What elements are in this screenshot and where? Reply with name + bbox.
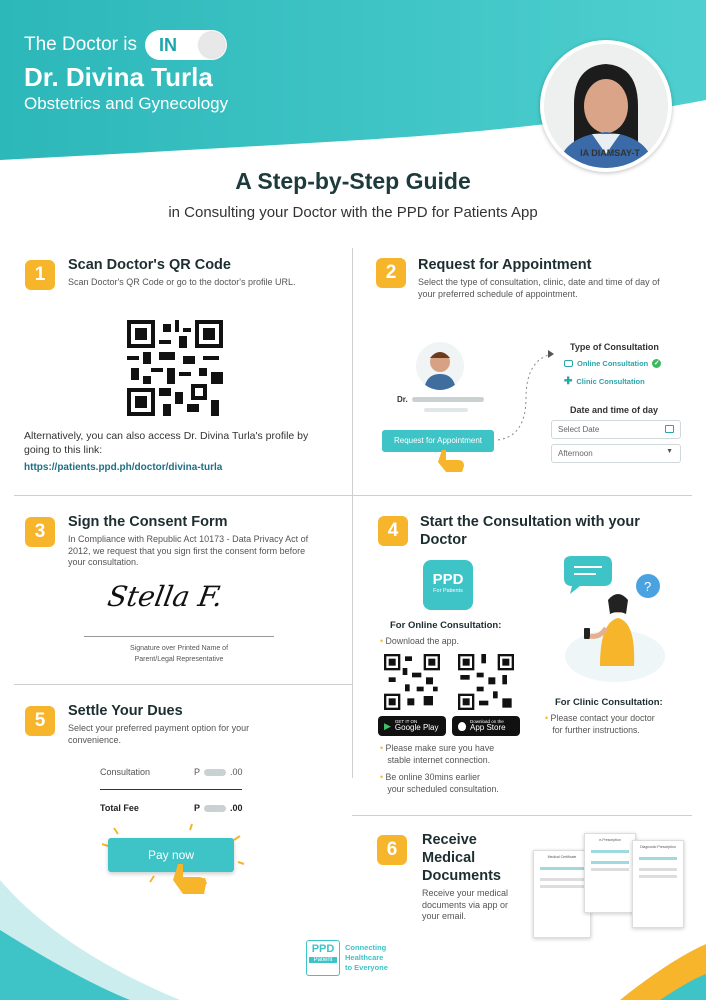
apple-icon	[458, 722, 466, 731]
chat-icon	[564, 360, 573, 367]
option-online-consultation[interactable]: Online Consultation ✓	[564, 359, 661, 368]
medical-certificate-doc: Medical Certificate	[533, 850, 591, 938]
step-3-title: Sign the Consent Form	[68, 514, 228, 530]
step-1-desc: Scan Doctor's QR Code or go to the doctor's profile URL.	[68, 277, 296, 287]
consultation-type-heading: Type of Consultation	[570, 342, 659, 352]
chevron-down-icon: ▼	[666, 448, 673, 455]
doctor-avatar	[416, 342, 464, 390]
online-bullet-3: • Be online 30mins earlier your scheduled consultation.	[380, 772, 499, 794]
doctor-name-placeholder	[412, 397, 484, 402]
step-6-title-line-1: Receive	[422, 832, 477, 848]
toggle-knob	[199, 32, 225, 58]
diagnostic-prescription-doc: Diagnostic Prescription	[632, 840, 684, 928]
step-2-number: 2	[376, 258, 406, 288]
fee-divider	[100, 789, 242, 790]
step-1-title: Scan Doctor's QR Code	[68, 257, 231, 273]
clinic-bullet-1: • Please contact your doctor for further instructions.	[545, 713, 655, 735]
bottom-wave-decoration	[0, 840, 706, 1000]
step-4-title-line-1: Start the Consultation with your	[420, 514, 640, 530]
row-divider-2	[14, 684, 352, 685]
signature-caption-1: Signature over Printed Name of	[129, 645, 229, 652]
step-4-number: 4	[378, 516, 408, 546]
step-1-number: 1	[25, 260, 55, 290]
status-prefix: The Doctor is	[24, 34, 137, 55]
hand-pointer-icon	[436, 448, 468, 474]
medical-cross-icon: ✚	[564, 376, 573, 387]
step-5-title: Settle Your Dues	[68, 703, 183, 719]
clinic-consultation-heading: For Clinic Consultation:	[555, 697, 663, 708]
step-3-desc: In Compliance with Republic Act 10173 - Data Privacy Act of 2012, we request that you sign first the consent form before your consultation.	[68, 534, 309, 568]
date-time-heading: Date and time of day	[570, 405, 659, 415]
option-clinic-consultation[interactable]: ✚ Clinic Consultation	[564, 376, 645, 387]
total-fee-label: Total Fee	[100, 803, 139, 813]
doctor-status	[24, 30, 227, 60]
app-store-badge[interactable]: Download on the App Store	[452, 716, 520, 736]
status-toggle[interactable]	[145, 30, 227, 60]
consultation-fee-label: Consultation	[100, 767, 151, 777]
doctor-specialty: Obstetrics and Gynecology	[24, 94, 229, 113]
row-divider-3	[352, 815, 692, 816]
step-5-desc: Select your preferred payment option for your convenience.	[68, 723, 250, 745]
flow-connector	[496, 348, 556, 444]
step-6-title-line-3: Documents	[422, 868, 501, 884]
date-picker[interactable]: Select Date	[551, 420, 681, 439]
doctor-photo	[540, 40, 672, 172]
consultation-fee-value: P .00	[194, 767, 243, 777]
step-6-number: 6	[377, 835, 407, 865]
online-bullet-2: • Please make sure you have stable internet connection.	[380, 743, 495, 765]
check-icon: ✓	[653, 360, 660, 367]
row-divider-1	[14, 495, 692, 496]
signature-caption-2: Parent/Legal Representative	[134, 656, 224, 663]
online-consultation-heading: For Online Consultation:	[390, 620, 502, 631]
app-store-qr-code[interactable]	[458, 654, 514, 710]
step-2-desc: Select the type of consultation, clinic, date and time of day of your preferred schedule of appointment.	[418, 277, 660, 299]
photo-caption: IA DIAMSAY-T	[580, 148, 640, 158]
page-subtitle: in Consulting your Doctor with the PPD for Patients App	[168, 204, 538, 221]
step-3-number: 3	[25, 517, 55, 547]
google-play-qr-code[interactable]	[384, 654, 440, 710]
doctor-name: Dr. Divina Turla	[24, 62, 213, 92]
column-divider	[352, 248, 353, 778]
footer-tagline: Connecting Healthcare to Everyone	[345, 943, 388, 972]
step-2-title: Request for Appointment	[418, 257, 592, 273]
play-icon: ▶	[384, 720, 391, 731]
doctor-profile-link[interactable]: https://patients.ppd.ph/doctor/divina-turla	[24, 462, 223, 473]
doctor-qr-code[interactable]	[127, 320, 223, 416]
doctor-label: Dr.	[397, 395, 408, 404]
svg-text:?: ?	[644, 579, 652, 594]
step-6-desc: Receive your medical documents via app or your email.	[422, 888, 509, 922]
status-value: IN	[158, 34, 177, 55]
e-prescription-doc: e-Prescription	[584, 833, 636, 913]
request-appointment-button[interactable]: Request for Appointment	[382, 430, 494, 452]
ppd-patient-logo: PPD Patient	[306, 940, 340, 976]
google-play-badge[interactable]: ▶ GET IT ON Google Play	[378, 716, 446, 736]
online-bullet-1: • Download the app.	[380, 636, 459, 646]
calendar-icon	[665, 425, 674, 433]
ppd-app-icon[interactable]: PPD For Patients	[423, 560, 473, 610]
step-4-title-line-2: Doctor	[420, 532, 467, 548]
total-fee-value: P .00	[194, 803, 243, 813]
signature-line	[84, 636, 274, 637]
page-title: A Step-by-Step Guide	[235, 168, 471, 194]
step-5-number: 5	[25, 706, 55, 736]
step-6-title-line-2: Medical	[422, 850, 476, 866]
patient-illustration	[560, 556, 670, 686]
pay-now-button[interactable]: Pay now	[108, 838, 234, 872]
signature-image: Stella F.	[105, 580, 226, 613]
step-1-alt-text: Alternatively, you can also access Dr. Divina Turla's profile by going to this link:	[24, 430, 309, 456]
time-of-day-select[interactable]: Afternoon ▼	[551, 444, 681, 463]
doctor-meta-placeholder	[424, 408, 468, 412]
